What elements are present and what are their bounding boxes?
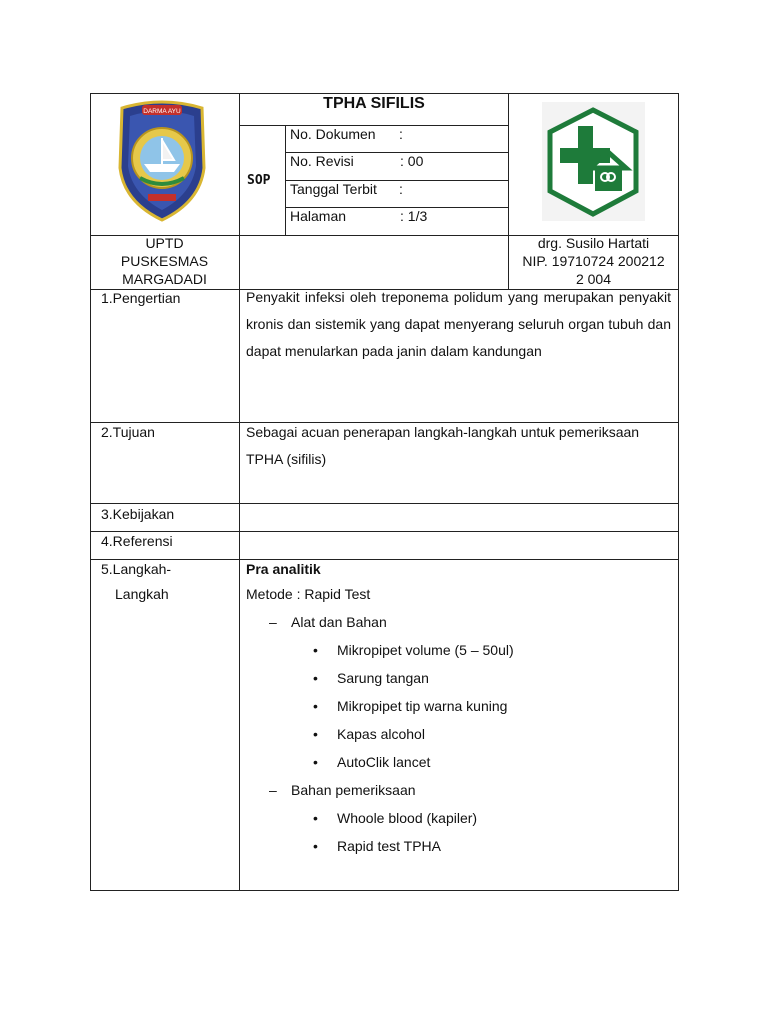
puskesmas-logo-icon xyxy=(542,102,645,221)
group-title-bahan-pemeriksaan: – Bahan pemeriksaan xyxy=(291,782,416,799)
document-title: TPHA SIFILIS xyxy=(323,95,425,112)
list-item: • Mikropipet volume (5 – 50ul) xyxy=(337,642,514,659)
tujuan-label: 2.Tujuan xyxy=(101,424,155,440)
meta-label-halaman: Halaman xyxy=(290,208,347,224)
meta-label-no-revisi: No. Revisi xyxy=(290,153,354,169)
org-line-3: MARGADADI xyxy=(122,271,207,287)
tujuan-text: Sebagai acuan penerapan langkah-langkah untuk pemeriksaan TPHA (sifilis) xyxy=(246,424,640,467)
pengertian-text: Penyakit infeksi oleh treponema polidum yang merupakan penyakit kronis dan sistemik yang dapat menyerang seluruh organ tubuh dan dapat menularkan pada janin dalam kandungan xyxy=(246,289,671,359)
meta-value-no-revisi: : 00 xyxy=(400,153,424,169)
signer-nip-line-2: 2 004 xyxy=(575,271,612,287)
pra-analitik-heading: Pra analitik xyxy=(246,561,321,577)
meta-label-no-dokumen: No. Dokumen xyxy=(290,126,376,142)
meta-value-halaman: : 1/3 xyxy=(400,208,428,224)
list-item: • Mikropipet tip warna kuning xyxy=(337,698,507,715)
list-item: • Kapas alcohol xyxy=(337,726,425,743)
org-line-2: PUSKESMAS xyxy=(120,253,209,269)
langkah-label-line-2: Langkah xyxy=(115,586,169,602)
pengertian-label: 1.Pengertian xyxy=(101,290,181,306)
signer-nip-line-1: NIP. 19710724 200212 xyxy=(522,253,665,269)
list-item: • Sarung tangan xyxy=(337,670,429,687)
list-item: • AutoClik lancet xyxy=(337,754,430,771)
group-title-alat-bahan: – Alat dan Bahan xyxy=(291,614,387,631)
langkah-label-line-1: 5.Langkah- xyxy=(101,561,172,577)
sop-label: SOP xyxy=(247,173,271,188)
referensi-label: 4.Referensi xyxy=(101,533,173,549)
org-line-1: UPTD xyxy=(145,235,184,251)
meta-value-no-dokumen: : xyxy=(399,126,403,142)
list-item: • Rapid test TPHA xyxy=(337,838,441,855)
kebijakan-label: 3.Kebijakan xyxy=(101,506,175,522)
metode-text: Metode : Rapid Test xyxy=(246,586,371,602)
row-kebijakan xyxy=(90,503,679,531)
signer-name: drg. Susilo Hartati xyxy=(537,235,650,251)
row-referensi xyxy=(90,531,679,559)
title-cell xyxy=(240,93,508,126)
regional-emblem-icon xyxy=(114,98,210,222)
meta-value-tanggal-terbit: : xyxy=(399,181,403,197)
emblem-banner-text: DARMA AYU xyxy=(143,108,181,115)
meta-label-tanggal-terbit: Tanggal Terbit xyxy=(290,181,377,197)
list-item: • Whoole blood (kapiler) xyxy=(337,810,477,827)
